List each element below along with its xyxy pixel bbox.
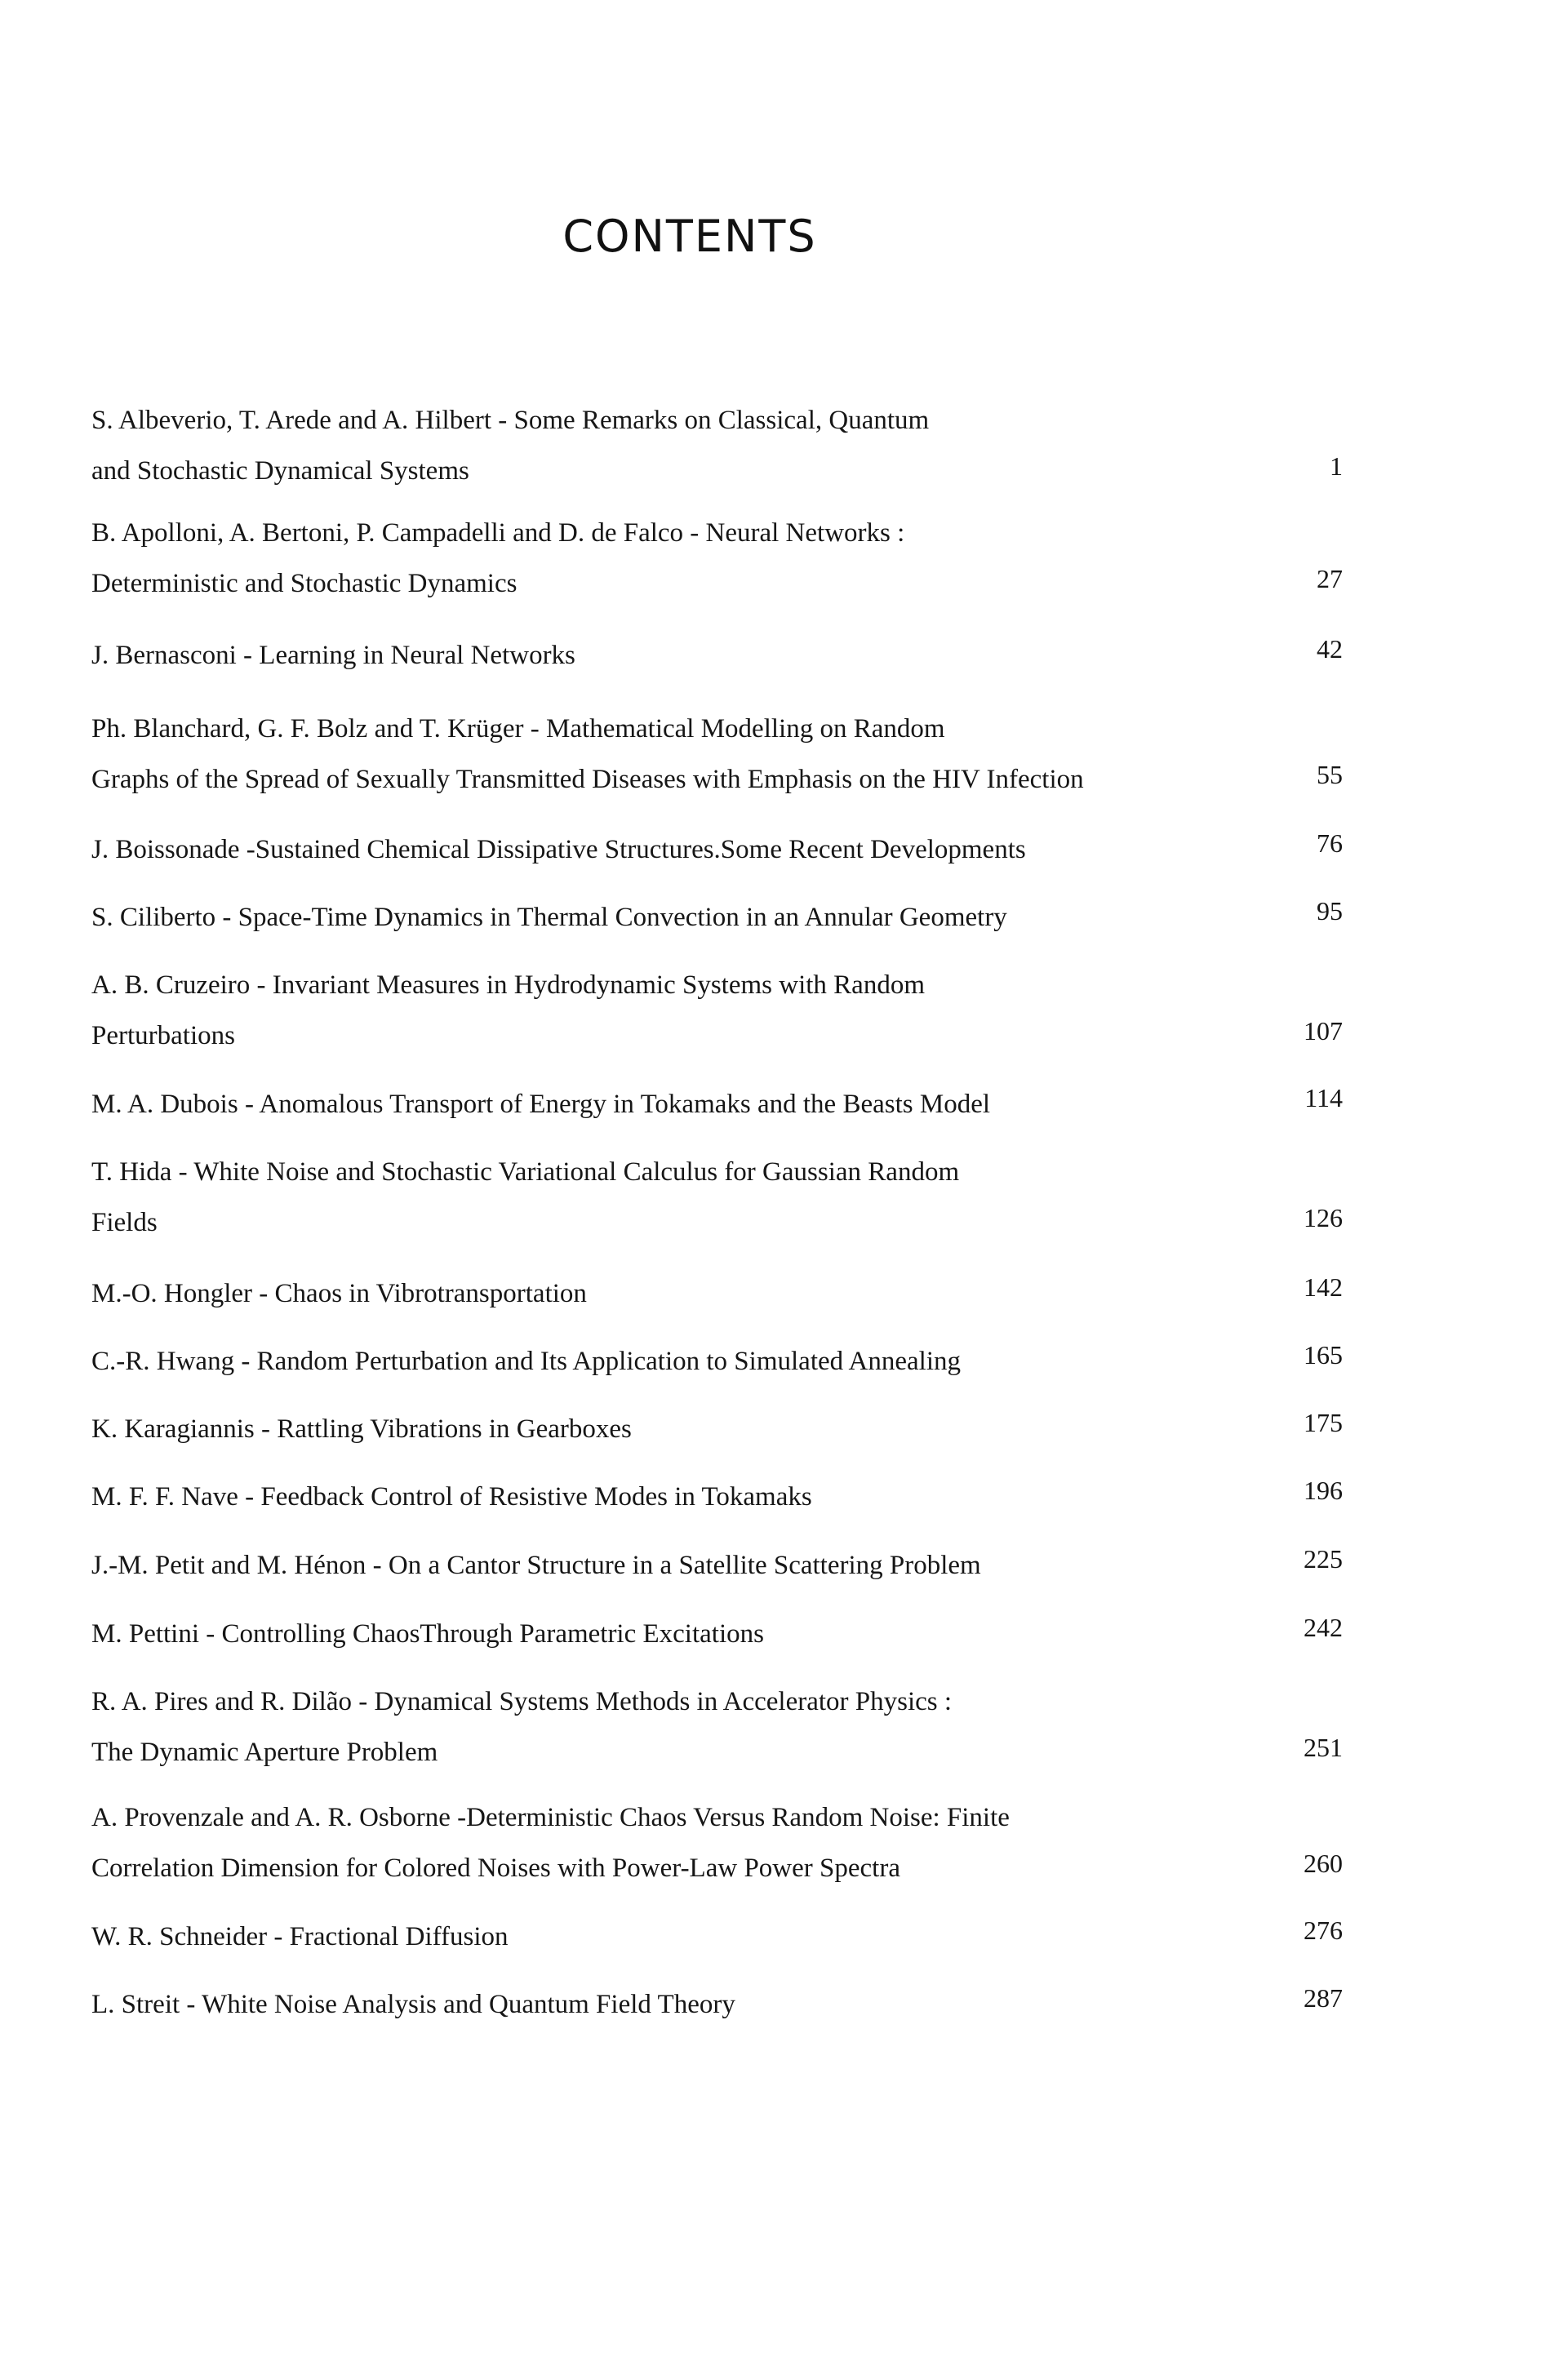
entry-page-number: 126 [1304, 1203, 1343, 1232]
entry-title-line: Graphs of the Spread of Sexually Transmitted Diseases with Emphasis on the HIV Infection [91, 765, 1084, 794]
toc-entry [91, 1540, 1343, 1591]
entry-title-line: Ph. Blanchard, G. F. Bolz and T. Krüger - Mathematical Modelling on Random [91, 714, 945, 744]
entry-page-number: 1 [1330, 451, 1343, 481]
entry-title-line: K. Karagiannis - Rattling Vibrations in Gearboxes [91, 1414, 632, 1444]
entry-page-number: 287 [1304, 1983, 1343, 2013]
toc-entry [91, 1472, 1343, 1522]
toc-entry [91, 395, 1343, 496]
entry-page-number: 196 [1304, 1476, 1343, 1505]
toc-entry [91, 704, 1343, 805]
entry-page-number: 76 [1317, 828, 1343, 858]
toc-entry [91, 1336, 1343, 1387]
toc-entry [91, 1609, 1343, 1659]
toc-entry [91, 892, 1343, 943]
entry-title-line: S. Albeverio, T. Arede and A. Hilbert - Some Remarks on Classical, Quantum [91, 406, 930, 435]
entry-title-line: W. R. Schneider - Fractional Diffusion [91, 1922, 509, 1951]
entry-page-number: 142 [1304, 1272, 1343, 1302]
entry-page-number: 107 [1304, 1016, 1343, 1046]
entry-page-number: 27 [1317, 564, 1343, 593]
entry-page-number: 260 [1304, 1849, 1343, 1878]
entry-page-number: 242 [1304, 1613, 1343, 1642]
entry-title-line: M. F. F. Nave - Feedback Control of Resistive Modes in Tokamaks [91, 1482, 812, 1512]
toc-entry [91, 824, 1343, 875]
entry-page-number: 42 [1317, 634, 1343, 664]
toc-entry [91, 630, 1343, 681]
entry-title-line: J. Boissonade -Sustained Chemical Dissipative Structures.Some Recent Developments [91, 835, 1026, 864]
entry-page-number: 175 [1304, 1408, 1343, 1437]
toc-entry [91, 1268, 1343, 1319]
entry-page-number: 114 [1304, 1083, 1343, 1112]
toc-entry [91, 1404, 1343, 1454]
toc-entry [91, 1979, 1343, 2030]
entry-page-number: 225 [1304, 1544, 1343, 1574]
entry-title-line: J. Bernasconi - Learning in Neural Networks [91, 641, 575, 670]
entry-title-line: R. A. Pires and R. Dilão - Dynamical Systems Methods in Accelerator Physics : [91, 1687, 953, 1716]
entry-title-line: M.-O. Hongler - Chaos in Vibrotransportation [91, 1279, 587, 1308]
toc-entry [91, 508, 1343, 609]
entry-page-number: 95 [1317, 896, 1343, 926]
entry-title-line: M. A. Dubois - Anomalous Transport of Energy in Tokamaks and the Beasts Model [91, 1090, 991, 1119]
entry-page-number: 55 [1317, 760, 1343, 789]
toc-entry [91, 960, 1343, 1061]
entry-title-line: T. Hida - White Noise and Stochastic Variational Calculus for Gaussian Random [91, 1157, 960, 1187]
entry-title-line: Deterministic and Stochastic Dynamics [91, 569, 517, 598]
entry-title-line: C.-R. Hwang - Random Perturbation and Its Application to Simulated Annealing [91, 1347, 962, 1376]
entry-title-line: The Dynamic Aperture Problem [91, 1738, 438, 1767]
toc-entry [91, 1792, 1343, 1893]
entry-title-line: B. Apolloni, A. Bertoni, P. Campadelli and D. de Falco - Neural Networks : [91, 518, 905, 548]
entry-title-line: Fields [91, 1208, 158, 1237]
entry-title-line: and Stochastic Dynamical Systems [91, 456, 469, 486]
entry-page-number: 165 [1304, 1340, 1343, 1370]
entry-title-line: A. Provenzale and A. R. Osborne -Deterministic Chaos Versus Random Noise: Finite [91, 1803, 1010, 1832]
entry-title-line: L. Streit - White Noise Analysis and Quantum Field Theory [91, 1990, 735, 2019]
toc-entry [91, 1079, 1343, 1130]
entry-title-line: A. B. Cruzeiro - Invariant Measures in Hydrodynamic Systems with Random [91, 970, 925, 1000]
entry-title-line: M. Pettini - Controlling ChaosThrough Parametric Excitations [91, 1619, 764, 1649]
toc-entry [91, 1911, 1343, 1962]
entry-title-line: S. Ciliberto - Space-Time Dynamics in Thermal Convection in an Annular Geometry [91, 903, 1007, 932]
page-title: CONTENTS [562, 211, 817, 262]
toc-entry [91, 1147, 1343, 1248]
entry-page-number: 251 [1304, 1733, 1343, 1762]
toc-entry [91, 1676, 1343, 1778]
entry-title-line: Correlation Dimension for Colored Noises with Power-Law Power Spectra [91, 1854, 900, 1883]
entry-page-number: 276 [1304, 1916, 1343, 1945]
entry-title-line: Perturbations [91, 1021, 235, 1050]
entry-title-line: J.-M. Petit and M. Hénon - On a Cantor Structure in a Satellite Scattering Problem [91, 1551, 981, 1580]
